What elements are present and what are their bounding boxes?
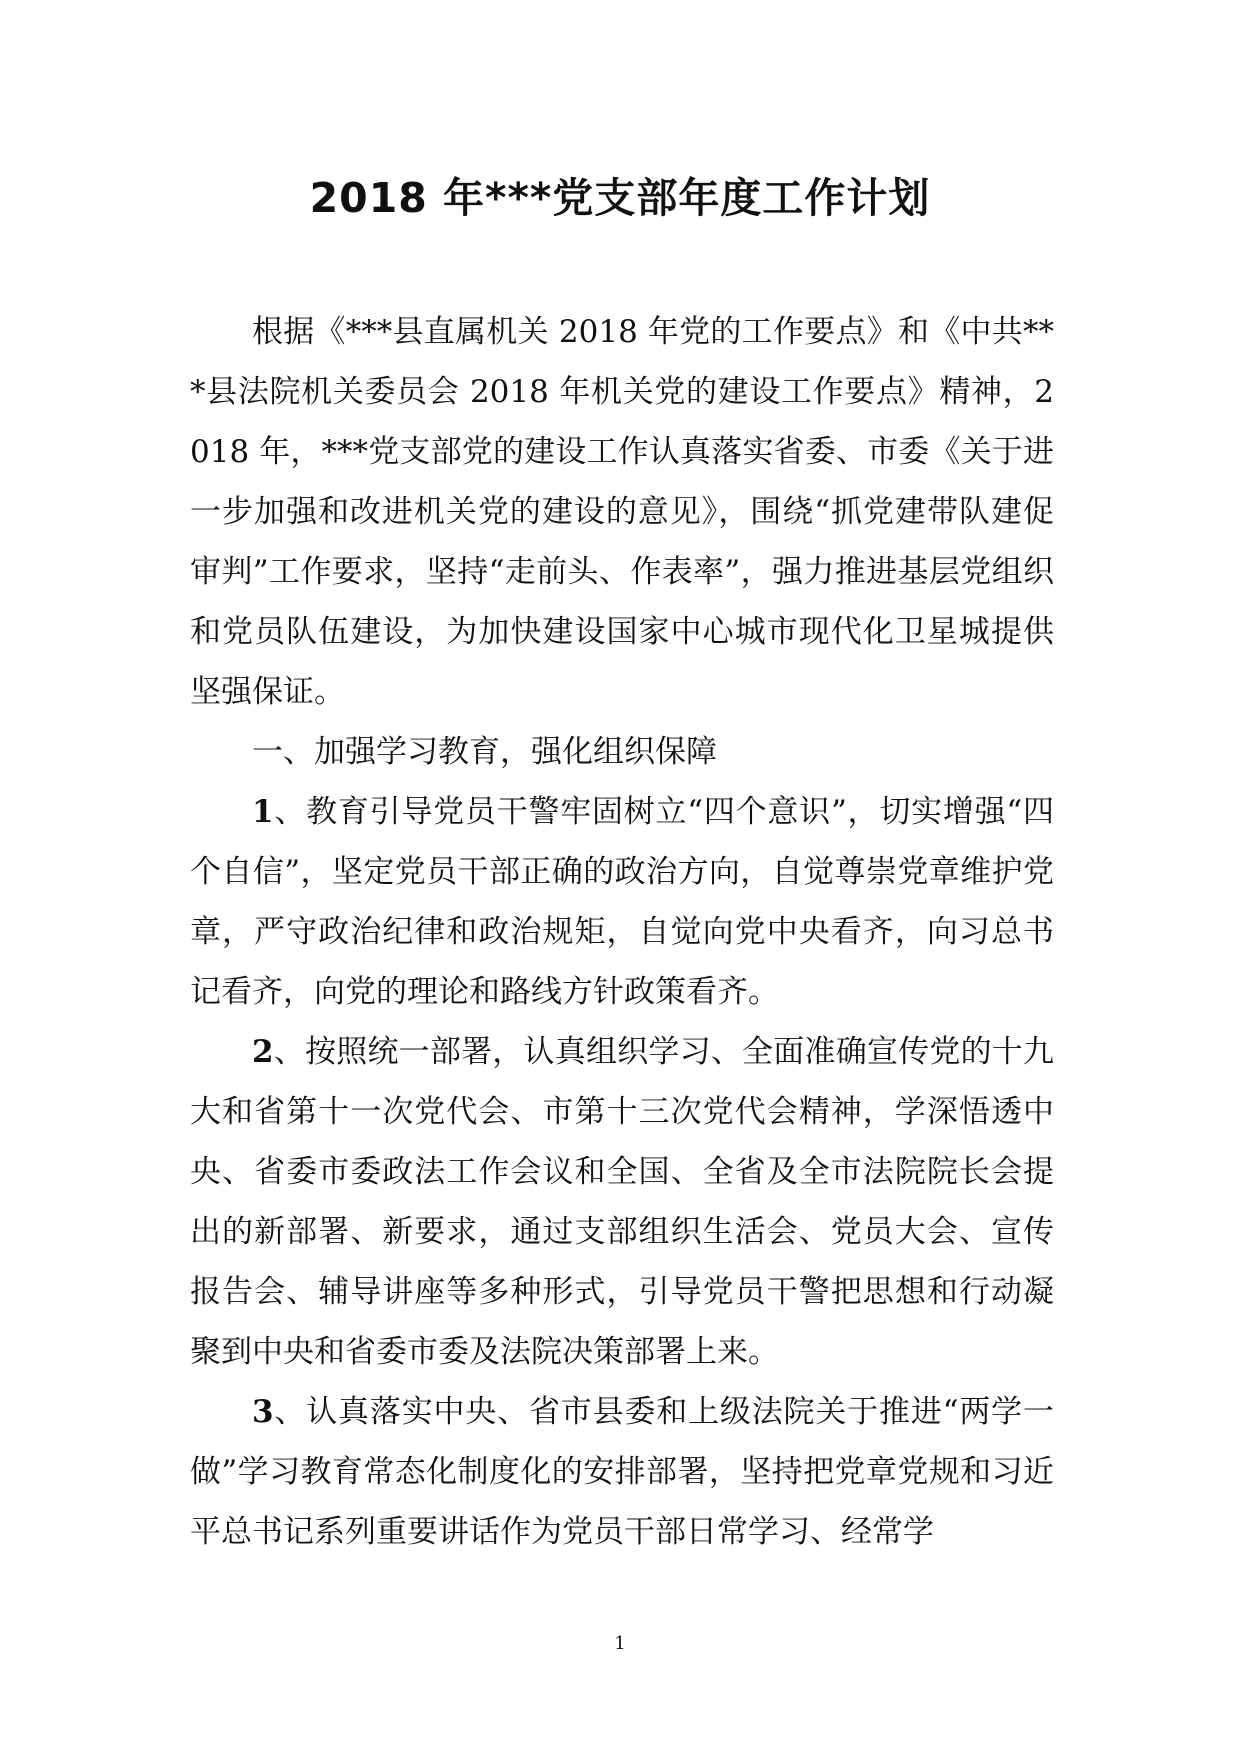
page-number: 1 — [614, 1633, 626, 1654]
list-item-3 — [190, 1382, 1054, 1562]
item-text: 、按照统一部署，认真组织学习、全面准确宣传党的十九大和省第十一次党代会、市第十三次党代会精神，学深悟透中央、省委市委政法工作会议和全国、全省及全市法院院长会提出的新部署、新要求，通过支部组织生活会、党员大会、宣传报告会、辅导讲座等多种形式，引导党员干警把思想和行动凝聚到中央和省委市委及法院决策部署上来。 — [190, 1034, 1054, 1370]
item-text: 、认真落实中央、省市县委和上级法院关于推进“两学一做”学习教育常态化制度化的安排部署，坚持把党章党规和习近平总书记系列重要讲话作为党员干部日常学习、经常学 — [190, 1394, 1054, 1550]
document-title: 2018 年***党支部年度工作计划 — [309, 174, 931, 222]
list-item-1 — [190, 782, 1054, 1022]
section-heading: 一、加强学习教育，强化组织保障 — [252, 734, 717, 770]
item-number: 3 — [252, 1394, 274, 1430]
document-body — [190, 302, 1054, 1562]
list-item-2 — [190, 1022, 1054, 1382]
intro-paragraph: 根据《***县直属机关 2018 年党的工作要点》和《中共***县法院机关委员会 2018 年机关党的建设工作要点》精神，2018 年，***党支部党的建设工作认真落实省委、市委《关于进一步加强和改进机关党的建设的意见》，围绕“抓党建带队建促审判”工作要求，坚持“走前头、作表率”，强力推进基层党组织和党员队伍建设，为加快建设国家中心城市现代化卫星城提供坚强保证。 — [190, 314, 1054, 710]
item-text: 、教育引导党员干警牢固树立“四个意识”，切实增强“四个自信”，坚定党员干部正确的政治方向，自觉尊崇党章维护党章，严守政治纪律和政治规矩，自觉向党中央看齐，向习总书记看齐，向党的理论和路线方针政策看齐。 — [190, 794, 1054, 1010]
item-number: 2 — [252, 1034, 274, 1070]
item-number: 1 — [252, 794, 274, 830]
